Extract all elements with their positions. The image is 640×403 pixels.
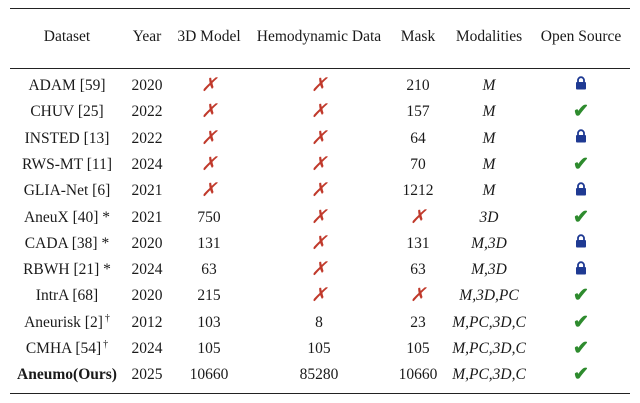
open-source-cell [575, 231, 587, 257]
hemodynamic-count-cell [311, 126, 327, 152]
dagger-footnote: † [104, 312, 110, 324]
open-source-cell [573, 283, 589, 309]
cross-mark-icon: ✗ [311, 101, 327, 123]
model-count-cell [201, 126, 217, 152]
lock-icon [575, 258, 587, 284]
hemodynamic-count-cell [311, 73, 327, 99]
hemodynamic-count-cell: 105 [307, 340, 331, 357]
table-rule [10, 393, 630, 394]
cross-mark-icon: ✗ [311, 75, 327, 96]
open-source-cell [573, 205, 589, 231]
dataset-label: IntrA [68] [35, 287, 99, 305]
cross-mark-icon: ✗ [311, 180, 327, 202]
model-count-cell: 10660 [189, 366, 229, 384]
modalities-cell: M,PC,3D,C [452, 313, 526, 331]
dataset-name [24, 205, 110, 231]
modalities-cell: M [482, 129, 496, 147]
check-mark-icon: ✔ [573, 338, 589, 359]
table-row [0, 99, 640, 125]
modalities-cell: M [482, 77, 496, 94]
year-cell: 2020 [131, 234, 163, 252]
hemodynamic-count-cell [311, 257, 327, 283]
check-mark-icon: ✔ [573, 101, 589, 123]
mask-count-cell: 64 [410, 129, 426, 147]
cross-mark-icon: ✗ [311, 285, 327, 307]
hemodynamic-count-cell [311, 205, 327, 231]
dataset-label: GLIA-Net [6] [23, 182, 111, 200]
open-source-cell [575, 257, 587, 283]
lock-icon [575, 126, 587, 152]
cross-mark-icon: ✗ [201, 153, 217, 175]
table-row [0, 205, 640, 231]
model-count-cell [201, 99, 217, 125]
mask-count-cell: 210 [406, 77, 430, 94]
column-header: Dataset [43, 28, 91, 45]
dataset-name [17, 362, 117, 388]
year-cell: 2020 [131, 77, 163, 94]
dataset-name [25, 231, 109, 257]
dataset-label: CMHA [54] [25, 340, 102, 357]
hemodynamic-count-cell [311, 152, 327, 178]
model-count-cell: 215 [197, 287, 221, 305]
dataset-name [24, 178, 111, 204]
year-cell: 2022 [131, 129, 163, 147]
model-count-cell: 105 [197, 340, 221, 357]
dataset-label: CHUV [25] [30, 103, 104, 121]
mask-count-cell: 157 [406, 103, 430, 121]
hemodynamic-count-cell: 85280 [299, 366, 339, 384]
open-source-cell [573, 310, 589, 336]
year-cell: 2024 [131, 155, 163, 173]
mask-count-cell: 23 [410, 313, 426, 331]
mask-count-cell: 10660 [398, 366, 438, 384]
check-mark-icon: ✔ [573, 364, 589, 386]
cross-mark-icon: ✗ [410, 285, 426, 307]
table-row [0, 257, 640, 283]
table-row [0, 152, 640, 178]
lock-icon [575, 73, 587, 99]
table-rule [10, 8, 630, 9]
model-count-cell: 131 [197, 234, 221, 252]
modalities-cell: M,3D,PC [459, 287, 519, 305]
hemodynamic-count-cell [311, 283, 327, 309]
cross-mark-icon: ✗ [311, 232, 327, 254]
dataset-name [28, 73, 105, 99]
cross-mark-icon: ✗ [311, 153, 327, 175]
mask-count-cell: 105 [406, 340, 430, 357]
column-header: Year [132, 28, 162, 45]
dataset-label: Aneumo(Ours) [17, 366, 117, 384]
open-source-cell [575, 126, 587, 152]
mask-count-cell: 63 [410, 261, 426, 279]
year-cell: 2021 [131, 208, 163, 226]
dataset-name [25, 126, 110, 152]
table-row [0, 73, 640, 99]
year-cell: 2025 [131, 366, 163, 384]
table-row [0, 310, 640, 336]
table-row [0, 231, 640, 257]
dagger-footnote: † [103, 338, 109, 350]
modalities-cell: M [482, 155, 496, 173]
check-mark-icon: ✔ [573, 311, 589, 333]
cross-mark-icon: ✗ [410, 206, 426, 228]
cross-mark-icon: ✗ [201, 101, 217, 123]
dataset-label: CADA [38] * [24, 234, 110, 252]
mask-count-cell [410, 283, 426, 309]
table-row [0, 336, 640, 362]
model-count-cell [201, 73, 217, 99]
model-count-cell [201, 178, 217, 204]
open-source-cell [573, 362, 589, 388]
dataset-name [26, 336, 108, 362]
table-row [0, 283, 640, 309]
modalities-cell: M,3D [471, 234, 507, 252]
open-source-cell [573, 336, 589, 362]
mask-count-cell: 1212 [402, 182, 434, 200]
open-source-cell [573, 99, 589, 125]
dataset-name [22, 152, 112, 178]
column-header: Modalities [455, 28, 523, 45]
open-source-cell [575, 178, 587, 204]
lock-icon [575, 179, 587, 205]
check-mark-icon: ✔ [573, 206, 589, 228]
year-cell: 2021 [131, 182, 163, 200]
mask-count-cell: 131 [406, 234, 430, 252]
year-cell: 2020 [131, 287, 163, 305]
hemodynamic-count-cell [311, 178, 327, 204]
column-header: Open Source [540, 28, 622, 45]
open-source-cell [573, 152, 589, 178]
dataset-label: AneuX [40] * [23, 208, 111, 226]
mask-count-cell [410, 205, 426, 231]
model-count-cell: 750 [197, 208, 221, 226]
year-cell: 2012 [131, 313, 163, 331]
cross-mark-icon: ✗ [201, 180, 217, 202]
dataset-label: INSTED [13] [24, 129, 110, 147]
dataset-name [24, 310, 110, 336]
check-mark-icon: ✔ [573, 285, 589, 307]
table-header [0, 24, 640, 50]
hemodynamic-count-cell [311, 99, 327, 125]
year-cell: 2024 [131, 261, 163, 279]
dataset-label: Aneurisk [2] [24, 313, 103, 331]
open-source-cell [575, 73, 587, 99]
column-header: Hemodynamic Data [256, 28, 382, 45]
modalities-cell: M,PC,3D,C [452, 366, 526, 384]
year-cell: 2022 [131, 103, 163, 121]
modalities-cell: M [482, 103, 496, 121]
dataset-label: RWS-MT [11] [22, 155, 112, 173]
table-row [0, 178, 640, 204]
dataset-label: ADAM [59] [28, 77, 106, 94]
dataset-name [30, 99, 103, 125]
mask-count-cell: 70 [410, 155, 426, 173]
lock-icon [575, 231, 587, 257]
model-count-cell: 103 [197, 313, 221, 331]
model-count-cell: 63 [201, 261, 217, 279]
table-row [0, 126, 640, 152]
column-header: Mask [400, 28, 436, 45]
dataset-name [36, 283, 98, 309]
table-row [0, 362, 640, 388]
year-cell: 2024 [131, 340, 163, 357]
dataset-label: RBWH [21] * [23, 261, 111, 279]
cross-mark-icon: ✗ [311, 127, 327, 149]
model-count-cell [201, 152, 217, 178]
dataset-name [23, 257, 111, 283]
cross-mark-icon: ✗ [201, 127, 217, 149]
modalities-cell: M,3D [471, 261, 507, 279]
cross-mark-icon: ✗ [201, 75, 217, 96]
cross-mark-icon: ✗ [311, 259, 327, 281]
hemodynamic-count-cell: 8 [315, 313, 323, 331]
check-mark-icon: ✔ [573, 153, 589, 175]
hemodynamic-count-cell [311, 231, 327, 257]
cross-mark-icon: ✗ [311, 206, 327, 228]
modalities-cell: 3D [479, 208, 499, 226]
modalities-cell: M [482, 182, 496, 200]
column-header: 3D Model [177, 28, 241, 45]
modalities-cell: M,PC,3D,C [452, 340, 526, 357]
table-rule [10, 68, 630, 69]
